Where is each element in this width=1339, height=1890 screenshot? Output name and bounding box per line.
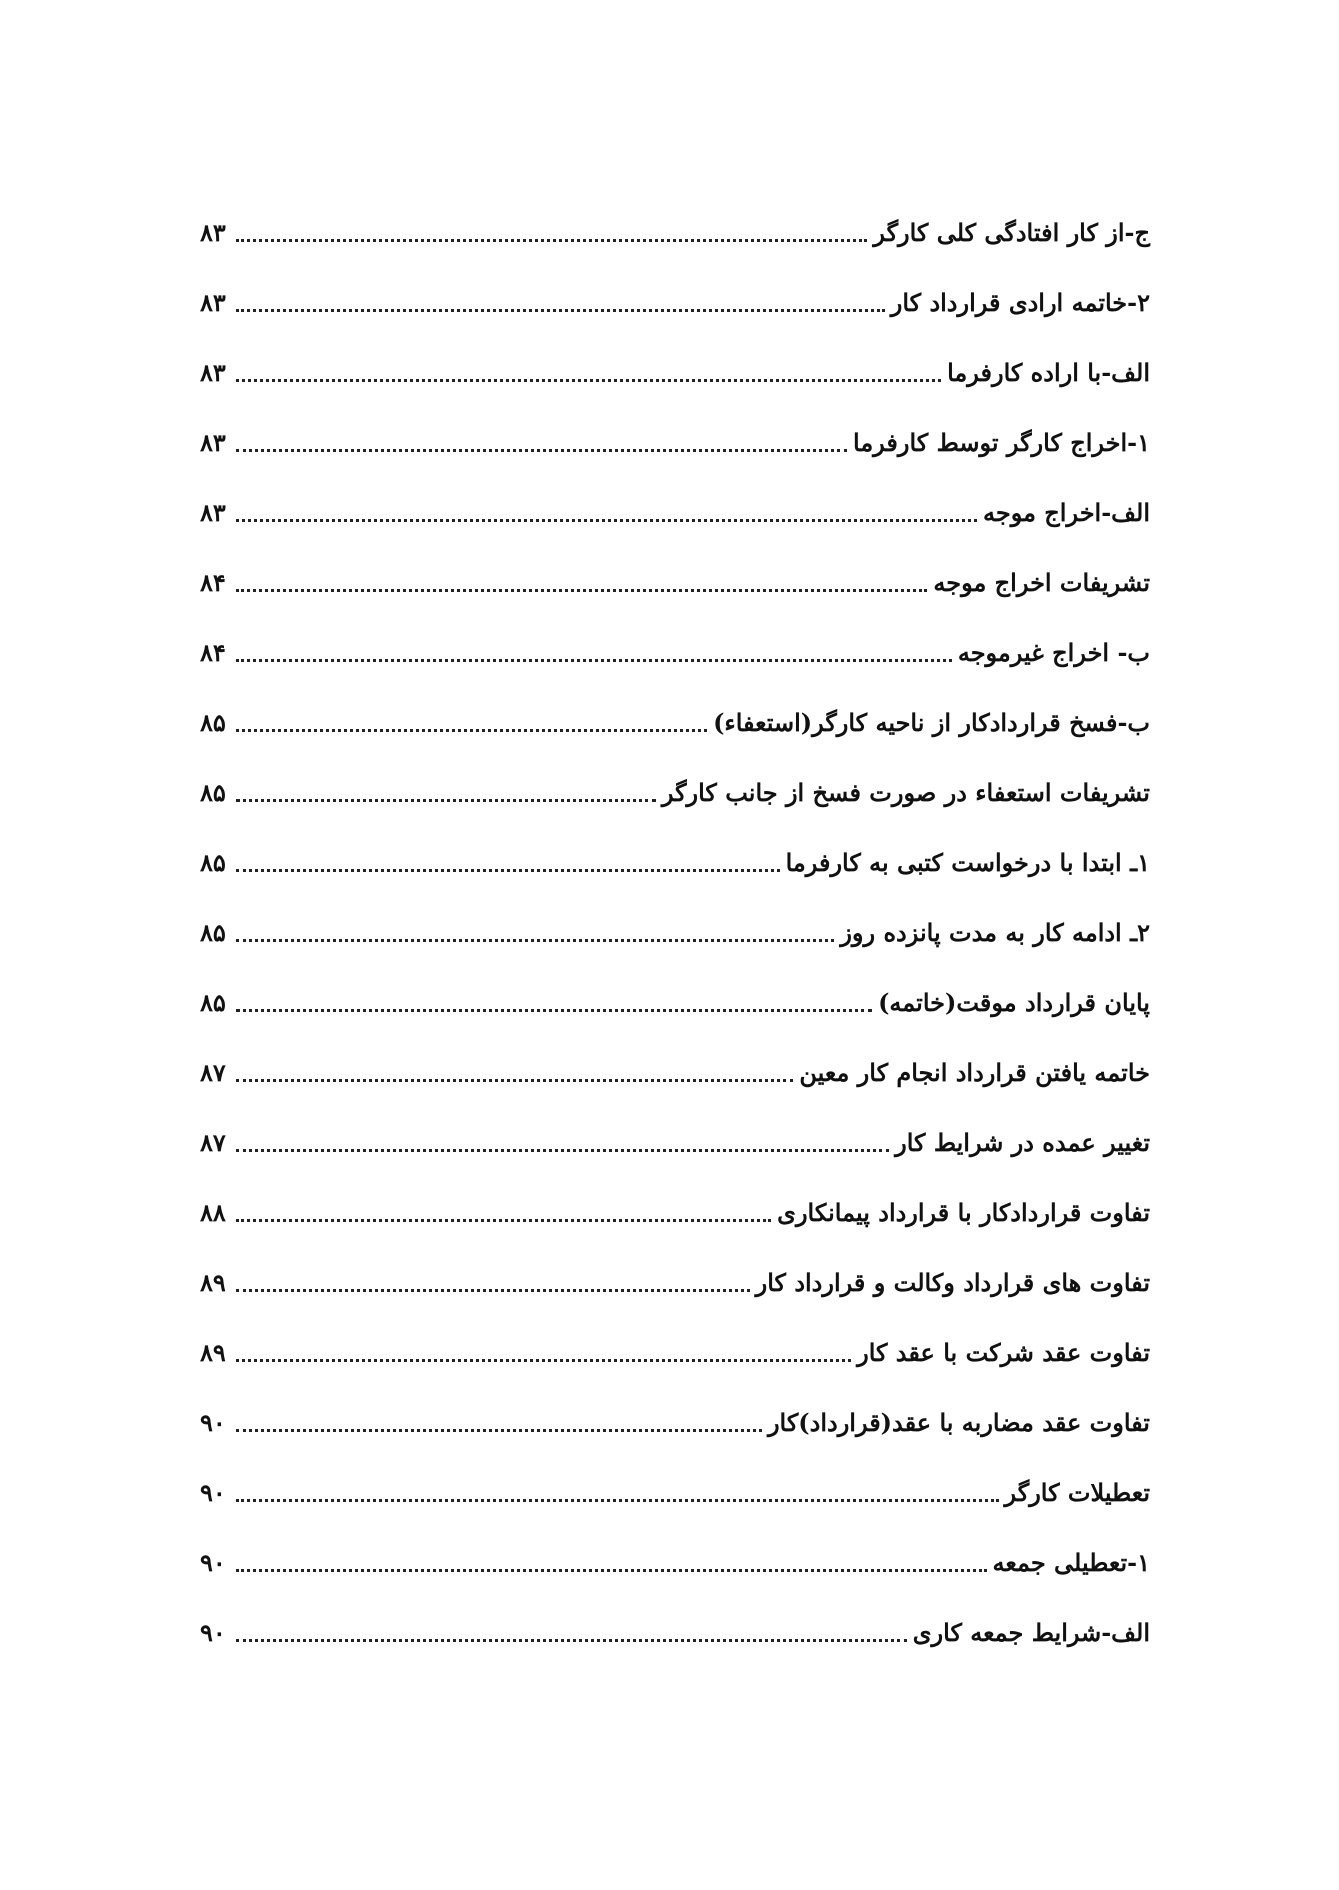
toc-entry-page: ۸۷ [200,1058,226,1088]
toc-entry-page: ۹۰ [200,1478,226,1508]
table-of-contents [200,192,1150,1662]
dot-leader [236,939,835,942]
toc-entry-page: ۸۴ [200,568,226,598]
toc-entry-title: ۱-اخراج کارگر توسط کارفرما [853,428,1150,458]
toc-entry-page: ۸۹ [200,1268,226,1298]
toc-entry [200,1172,1150,1242]
toc-entry-title: الف-شرایط جمعه کاری [912,1618,1150,1648]
toc-entry [200,892,1150,962]
toc-entry-page: ۸۷ [200,1128,226,1158]
dot-leader [236,309,885,312]
toc-entry-title: الف-با اراده کارفرما [947,358,1150,388]
toc-entry-title: ج-از کار افتادگی کلی کارگر [873,218,1150,248]
toc-entry-page: ۸۵ [200,988,226,1018]
toc-entry-page: ۹۰ [200,1548,226,1578]
dot-leader [236,1079,794,1082]
toc-entry-page: ۸۴ [200,638,226,668]
toc-entry-title: تفاوت عقد مضاربه با عقد(قرارداد)کار [767,1408,1150,1438]
toc-entry-title: تفاوت عقد شرکت با عقد کار [857,1338,1150,1368]
toc-entry-page: ۸۳ [200,288,226,318]
dot-leader [236,1569,987,1572]
toc-entry [200,262,1150,332]
dot-leader [236,869,780,872]
dot-leader [236,799,656,802]
toc-entry [200,1242,1150,1312]
dot-leader [236,589,928,592]
dot-leader [236,729,707,732]
toc-entry [200,332,1150,402]
toc-entry-page: ۸۹ [200,1338,226,1368]
toc-entry-page: ۸۵ [200,918,226,948]
toc-entry [200,402,1150,472]
dot-leader [236,1289,750,1292]
toc-entry-page: ۹۰ [200,1618,226,1648]
toc-entry-page: ۸۳ [200,218,226,248]
toc-entry-title: خاتمه یافتن قرارداد انجام کار معین [799,1058,1150,1088]
toc-entry [200,1452,1150,1522]
toc-entry-title: تغییر عمده در شرایط کار [895,1128,1150,1158]
toc-entry [200,962,1150,1032]
toc-entry-page: ۸۵ [200,848,226,878]
dot-leader [236,1009,872,1012]
toc-entry-title: تشریفات اخراج موجه [933,568,1150,598]
toc-entry-title: الف-اخراج موجه [982,498,1150,528]
dot-leader [236,519,977,522]
toc-entry-title: تشریفات استعفاء در صورت فسخ از جانب کارگر [661,778,1150,808]
dot-leader [236,1639,907,1642]
toc-entry [200,1102,1150,1172]
toc-entry [200,822,1150,892]
toc-entry [200,752,1150,822]
toc-entry [200,542,1150,612]
toc-entry [200,1312,1150,1382]
dot-leader [236,379,941,382]
dot-leader [236,1219,771,1222]
toc-entry-title: ب-فسخ قراردادکار از ناحیه کارگر(استعفاء) [713,708,1150,738]
toc-entry-title: ۲ـ ادامه کار به مدت پانزده روز [840,918,1150,948]
toc-entry [200,472,1150,542]
toc-entry [200,1382,1150,1452]
toc-entry [200,192,1150,262]
dot-leader [236,1359,851,1362]
toc-entry [200,1522,1150,1592]
dot-leader [236,1499,999,1502]
toc-entry-page: ۸۵ [200,778,226,808]
toc-entry-page: ۸۳ [200,498,226,528]
toc-entry [200,682,1150,752]
toc-entry-page: ۸۸ [200,1198,226,1228]
toc-entry-title: ۱ـ ابتدا با درخواست کتبی به کارفرما [785,848,1150,878]
dot-leader [236,1149,889,1152]
toc-entry-title: تفاوت های قرارداد وکالت و قرارداد کار [755,1268,1150,1298]
toc-entry-title: تفاوت قراردادکار با قرارداد پیمانکاری [777,1198,1150,1228]
dot-leader [236,1429,762,1432]
toc-entry-title: ۲-خاتمه ارادی قرارداد کار [890,288,1150,318]
toc-entry-page: ۸۵ [200,708,226,738]
toc-entry-title: ۱-تعطیلی جمعه [992,1548,1150,1578]
toc-entry-title: ب- اخراج غیرموجه [957,638,1150,668]
toc-entry [200,612,1150,682]
toc-entry [200,1592,1150,1662]
toc-entry-title: تعطیلات کارگر [1004,1478,1150,1508]
toc-entry-page: ۸۳ [200,428,226,458]
toc-entry [200,1032,1150,1102]
dot-leader [236,239,868,242]
dot-leader [236,659,952,662]
toc-entry-page: ۹۰ [200,1408,226,1438]
toc-entry-page: ۸۳ [200,358,226,388]
toc-entry-title: پایان قرارداد موقت(خاتمه) [878,988,1150,1018]
dot-leader [236,449,847,452]
